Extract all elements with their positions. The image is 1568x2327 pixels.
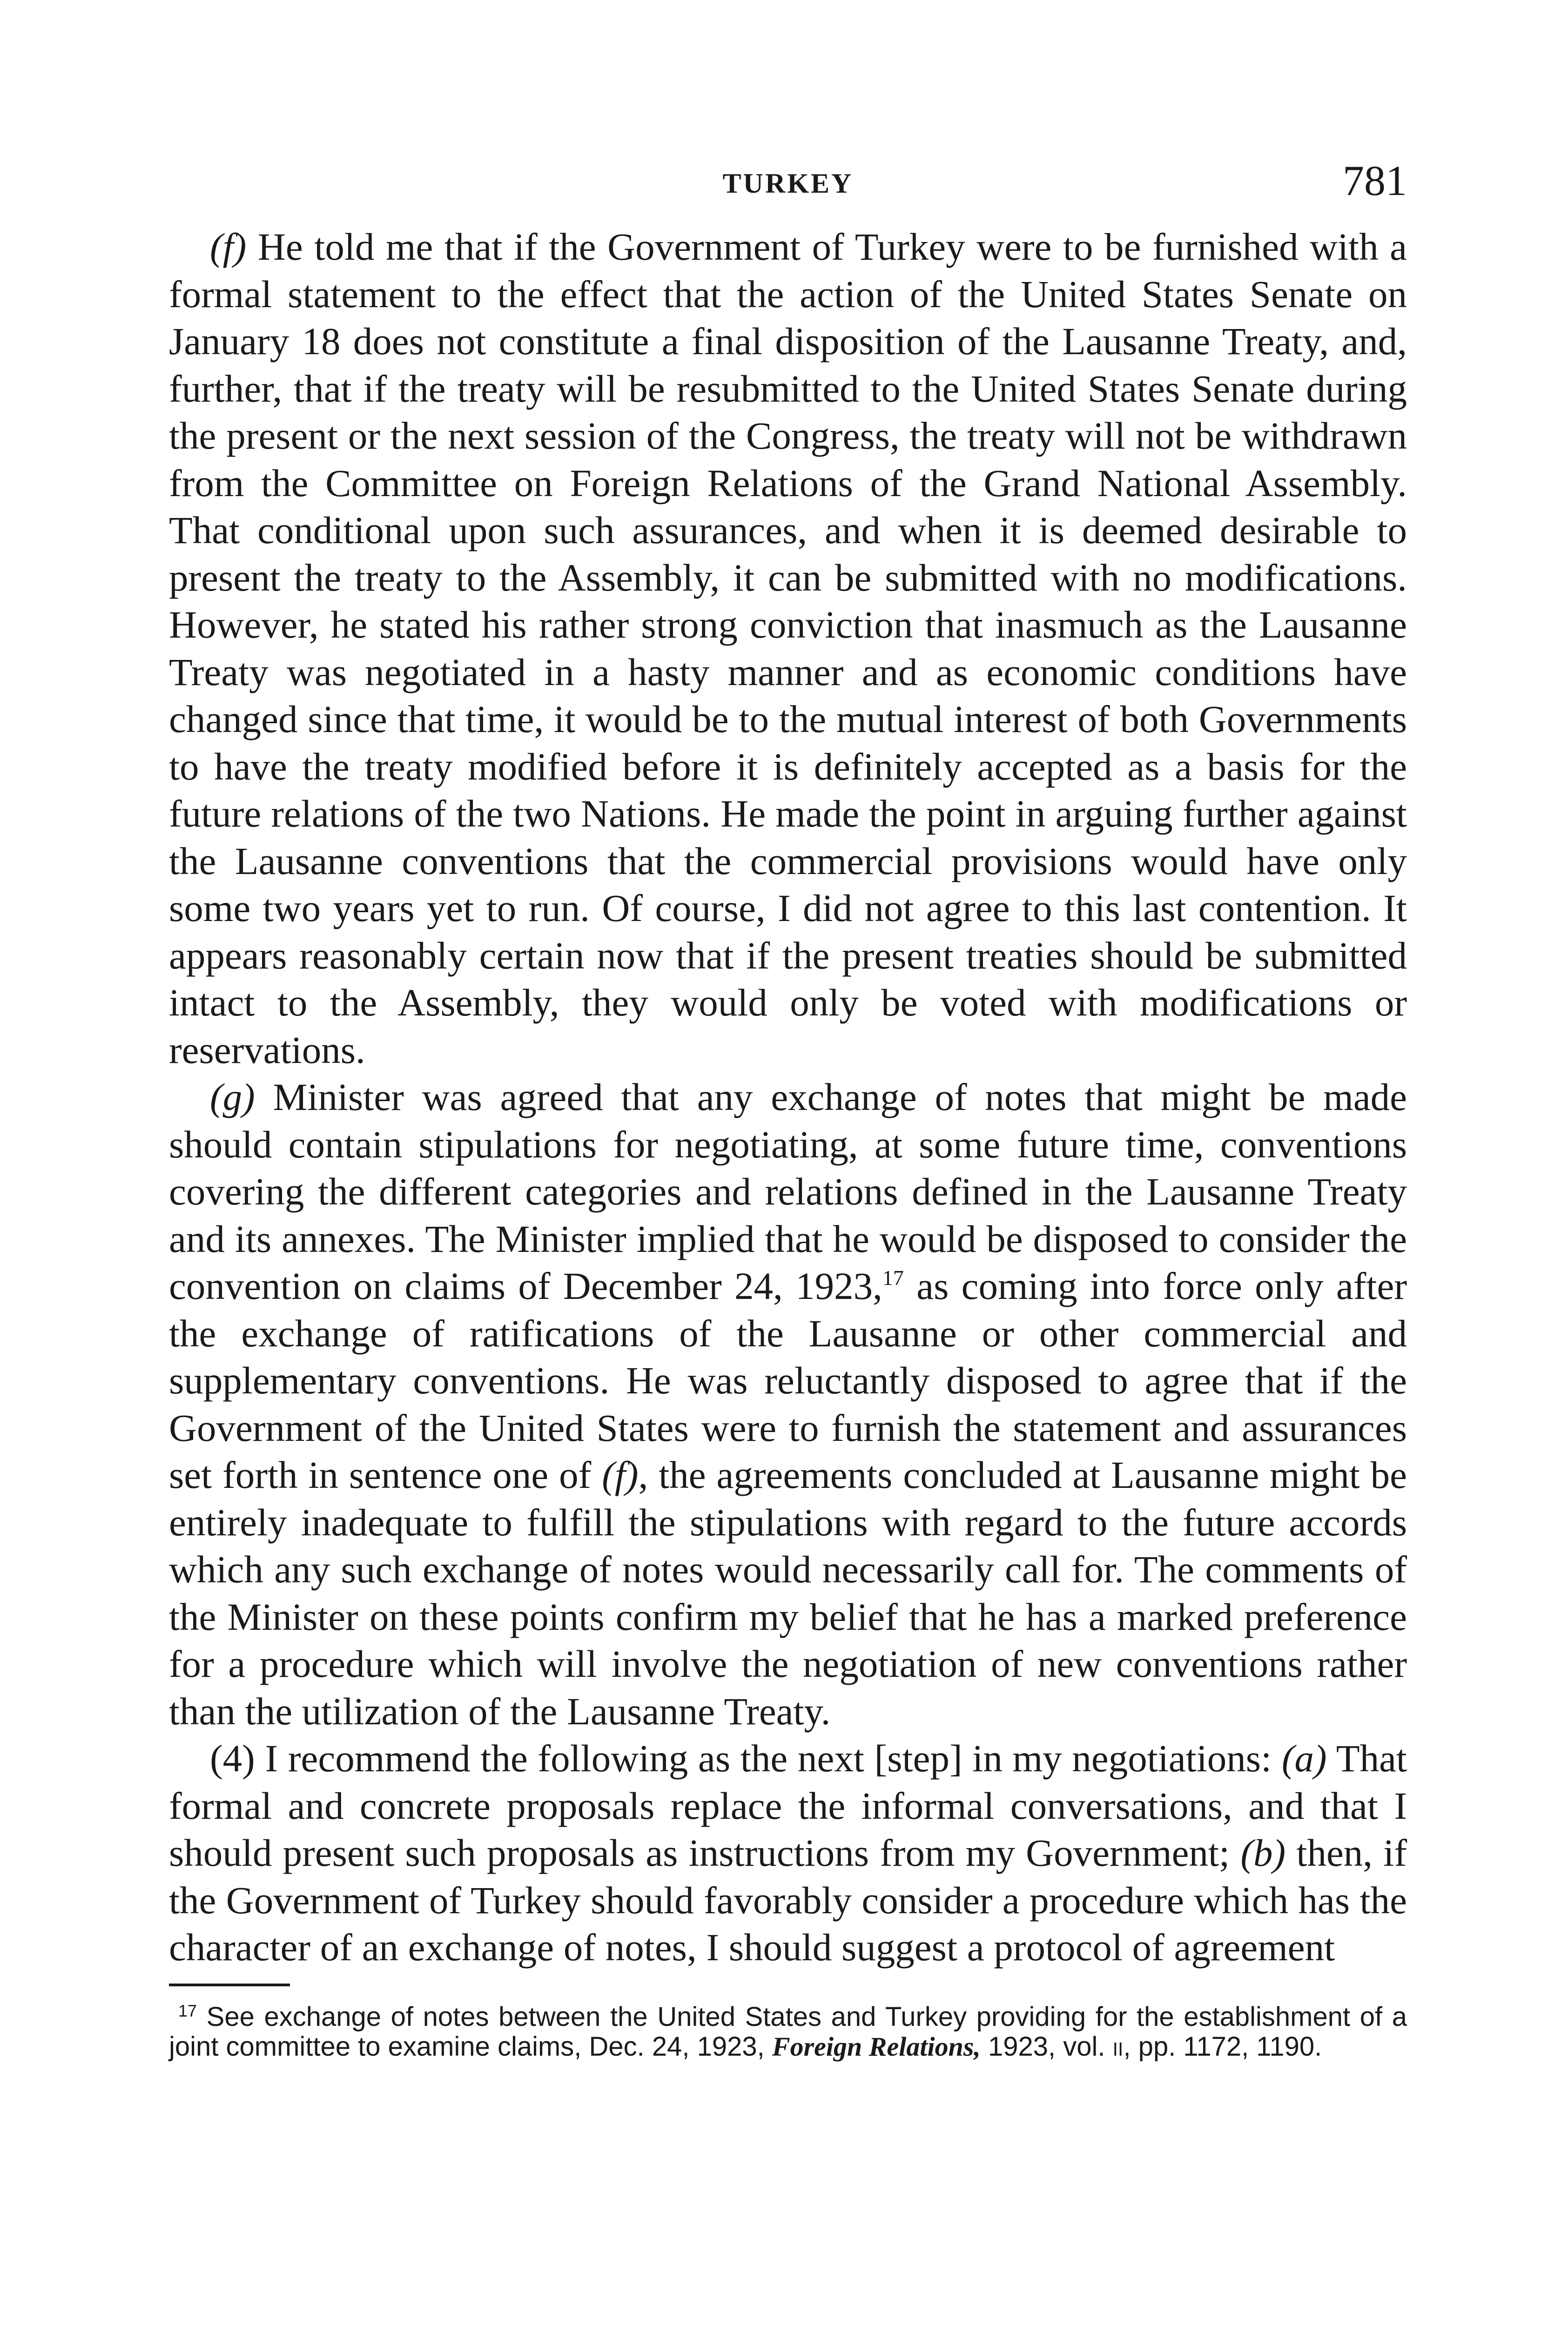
footnote-divider (169, 1984, 290, 1986)
footnote-text: See exchange of notes between the United States and Turkey providing for the establishment of a joint committee to examine claims, Dec. 24, 1923, (169, 2001, 1407, 2062)
paragraph-4 (169, 1735, 1407, 1971)
paragraph-text: , the agreements concluded at Lausanne might be entirely inadequate to fulfill the stipulations with regard to the future accords which any such exchange of notes would necessarily call for. The comments of the Minister on these points confirm my belief that he has a marked preference for a procedure which will involve the negotiation of new conventions rather than the utilization of the Lausanne Treaty. (169, 1453, 1407, 1733)
footnote-text: , pp. 1172, 1190. (1123, 2031, 1322, 2062)
running-head (169, 149, 1407, 223)
footnote-volume: ii (1112, 2031, 1124, 2062)
paragraph-label: (g) (210, 1076, 255, 1118)
body-text (169, 223, 1407, 1971)
inline-label: (b) (1240, 1831, 1286, 1874)
paragraph-text: Minister was agreed that any exchange of notes that might be made should contain stipulations for negotiating, at some future time, conventions covering the different categories and relations defined in the Lausanne Treaty and its annexes. The Minister implied that he would be disposed to consider the convention on claims of December 24, 1923, (169, 1076, 1407, 1307)
paragraph-text: That formal and concrete proposals replace the informal conversations, and that I should present such proposals as instructions from my Government; (169, 1737, 1407, 1874)
footnote-reference: 17 (882, 1266, 904, 1290)
running-title: TURKEY (722, 168, 854, 199)
inline-label: (f) (602, 1453, 639, 1496)
paragraph-text: I recommend the following as the next [step] in my negotiations: (265, 1737, 1282, 1780)
footnote-source: Foreign Relations, (772, 2031, 981, 2062)
paragraph-label: (f) (210, 225, 247, 268)
footnote (169, 2002, 1407, 2062)
paragraph-g (169, 1074, 1407, 1735)
footnote-number: 17 (178, 2001, 197, 2020)
page-number: 781 (1343, 157, 1407, 204)
paragraph-label: (4) (210, 1737, 255, 1780)
paragraph-text: as coming into force only after the exchange of ratifications of the Lausanne or other commercial and supplementary conventions. He was reluctantly disposed to agree that if the Government of the United States were to furnish the statement and assurances set forth in sentence one of (169, 1264, 1407, 1496)
paragraph-text: then, if the Government of Turkey should favorably consider a procedure which has the character of an exchange of notes, I should suggest a protocol of agreement (169, 1831, 1407, 1969)
inline-label: (a) (1281, 1737, 1327, 1780)
page-content (169, 149, 1407, 2062)
paragraph-text: He told me that if the Government of Turkey were to be furnished with a formal statement to the effect that the action of the United States Senate on January 18 does not constitute a final disposition of the Lausanne Treaty, and, further, that if the treaty will be resubmitted to the United States Senate during the present or the next session of the Congress, the treaty will not be withdrawn from the Committee on Foreign Relations of the Grand National Assembly. That conditional upon such assurances, and when it is deemed desirable to present the treaty to the Assembly, it can be submitted with no modifications. However, he stated his rather strong conviction that inasmuch as the Lausanne Treaty was negotiated in a hasty manner and as economic conditions have changed since that time, it would be to the mutual interest of both Governments to have the treaty modified before it is definitely accepted as a basis for the future relations of the two Nations. He made the point in arguing further against the Lausanne conventions that the commercial provisions would have only some two years yet to run. Of course, I did not agree to this last contention. It appears reasonably certain now that if the present treaties should be submitted intact to the Assembly, they would only be voted with modifications or reservations. (169, 225, 1407, 1071)
paragraph-f (169, 223, 1407, 1074)
footnote-text: 1923, vol. (980, 2031, 1113, 2062)
